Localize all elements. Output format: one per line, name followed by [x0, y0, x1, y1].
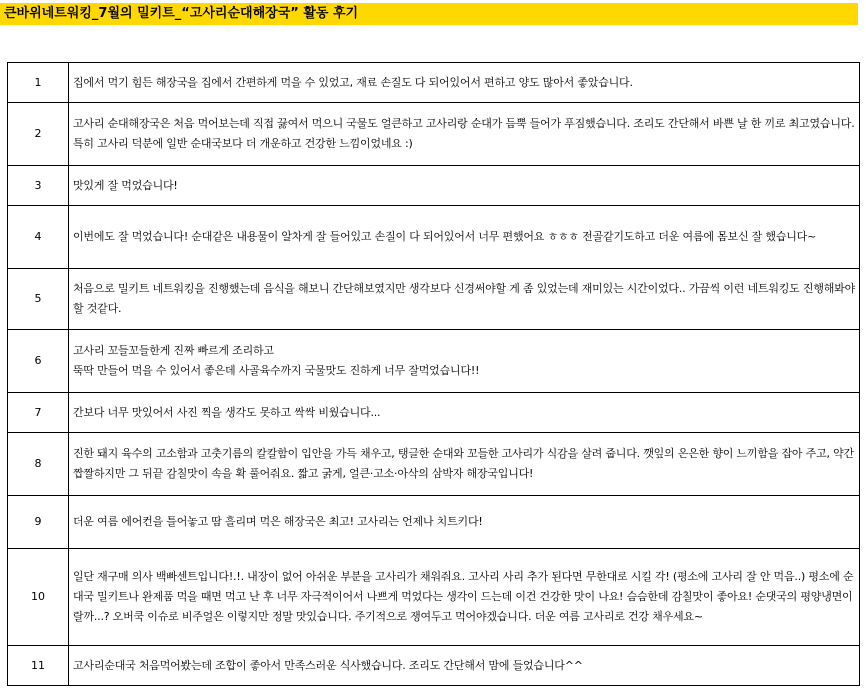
review-text: 간보다 너무 맛있어서 사진 찍을 생각도 못하고 싹싹 비웠습니다...: [69, 393, 860, 433]
review-text: 이번에도 잘 먹었습니다! 순대같은 내용물이 알차게 잘 들어있고 손질이 다 되어있어서 너무 편했어요 ㅎㅎㅎ 전골같기도하고 더운 여름에 몸보신 잘 했습니다~: [69, 206, 860, 269]
table-row: [8, 549, 860, 646]
row-number: 3: [8, 166, 69, 206]
review-text: 일단 재구매 의사 백빠센트입니다!.!. 내장이 없어 아쉬운 부분을 고사리가 채워줘요. 고사리 사리 추가 된다면 무한대로 시킬 각! (평소에 고사리 잘 안 먹음..) 평소에 순대국 밀키트나 완제품 먹을 때면 먹고 난 후 너무 자극적이어서 나쁘게 먹었다는 생각이 드는데 이건 건강한 맛이 나요! 슴슴한데 감칠맛이 좋아요! 순댓국의 평양냉면이랄까...? 오버쿡 이슈로 비주얼은 이렇지만 정말 맛있습니다. 주기적으로 쟁여두고 먹어야겠습니다. 더운 여름 고사리로 건강 채우세요~: [69, 549, 860, 646]
table-row: [8, 646, 860, 686]
table-row: [8, 393, 860, 433]
table-row: [8, 63, 860, 103]
row-number: 8: [8, 433, 69, 496]
review-text: 더운 여름 에어컨을 틀어놓고 땀 흘리며 먹은 해장국은 최고! 고사리는 언제나 치트키다!: [69, 496, 860, 549]
row-number: 4: [8, 206, 69, 269]
table-row: [8, 433, 860, 496]
table-row: [8, 330, 860, 393]
review-text: 고사리순대국 처음먹어봤는데 조합이 좋아서 만족스러운 식사했습니다. 조리도 간단해서 맘에 들었습니다^^: [69, 646, 860, 686]
row-number: 10: [8, 549, 69, 646]
review-text: 처음으로 밀키트 네트워킹을 진행했는데 음식을 해보니 간단해보였지만 생각보다 신경써야할 게 좀 있었는데 재미있는 시간이었다.. 가끔씩 이런 네트워킹도 진행해봐야할 것같다.: [69, 269, 860, 330]
table-row: [8, 206, 860, 269]
row-number: 1: [8, 63, 69, 103]
table-row: [8, 103, 860, 166]
table-row: [8, 166, 860, 206]
review-table: [7, 62, 860, 686]
row-number: 5: [8, 269, 69, 330]
review-text: 고사리 꼬들꼬들한게 진짜 빠르게 조리하고 뚝딱 만들어 먹을 수 있어서 좋은데 사골육수까지 국물맛도 진하게 너무 잘먹었습니다!!: [69, 330, 860, 393]
review-text: 진한 돼지 육수의 고소함과 고춧기름의 칼칼함이 입안을 가득 채우고, 탱글한 순대와 꼬들한 고사리가 식감을 살려 줍니다. 깻잎의 은은한 향이 느끼함을 잡아 주고, 약간 짭짤하지만 그 뒤끝 감칠맛이 속을 확 풀어줘요. 짧고 굵게, 얼큰·고소·아삭의 삼박자 해장국입니다!: [69, 433, 860, 496]
row-number: 7: [8, 393, 69, 433]
review-text: 집에서 먹기 힘든 해장국을 집에서 간편하게 먹을 수 있었고, 재료 손질도 다 되어있어서 편하고 양도 많아서 좋았습니다.: [69, 63, 860, 103]
table-row: [8, 496, 860, 549]
table-row: [8, 269, 860, 330]
row-number: 11: [8, 646, 69, 686]
review-text: 고사리 순대해장국은 처음 먹어보는데 직접 끓여서 먹으니 국물도 얼큰하고 고사리랑 순대가 듬뿍 들어가 푸짐했습니다. 조리도 간단해서 바쁜 날 한 끼로 최고였습니다. 특히 고사리 덕분에 일반 순대국보다 더 개운하고 건강한 느낌이었네요 :): [69, 103, 860, 166]
page-title: 큰바위네트워킹_7월의 밀키트_“고사리순대해장국” 활동 후기: [0, 3, 858, 25]
row-number: 9: [8, 496, 69, 549]
review-text: 맛있게 잘 먹었습니다!: [69, 166, 860, 206]
row-number: 2: [8, 103, 69, 166]
row-number: 6: [8, 330, 69, 393]
